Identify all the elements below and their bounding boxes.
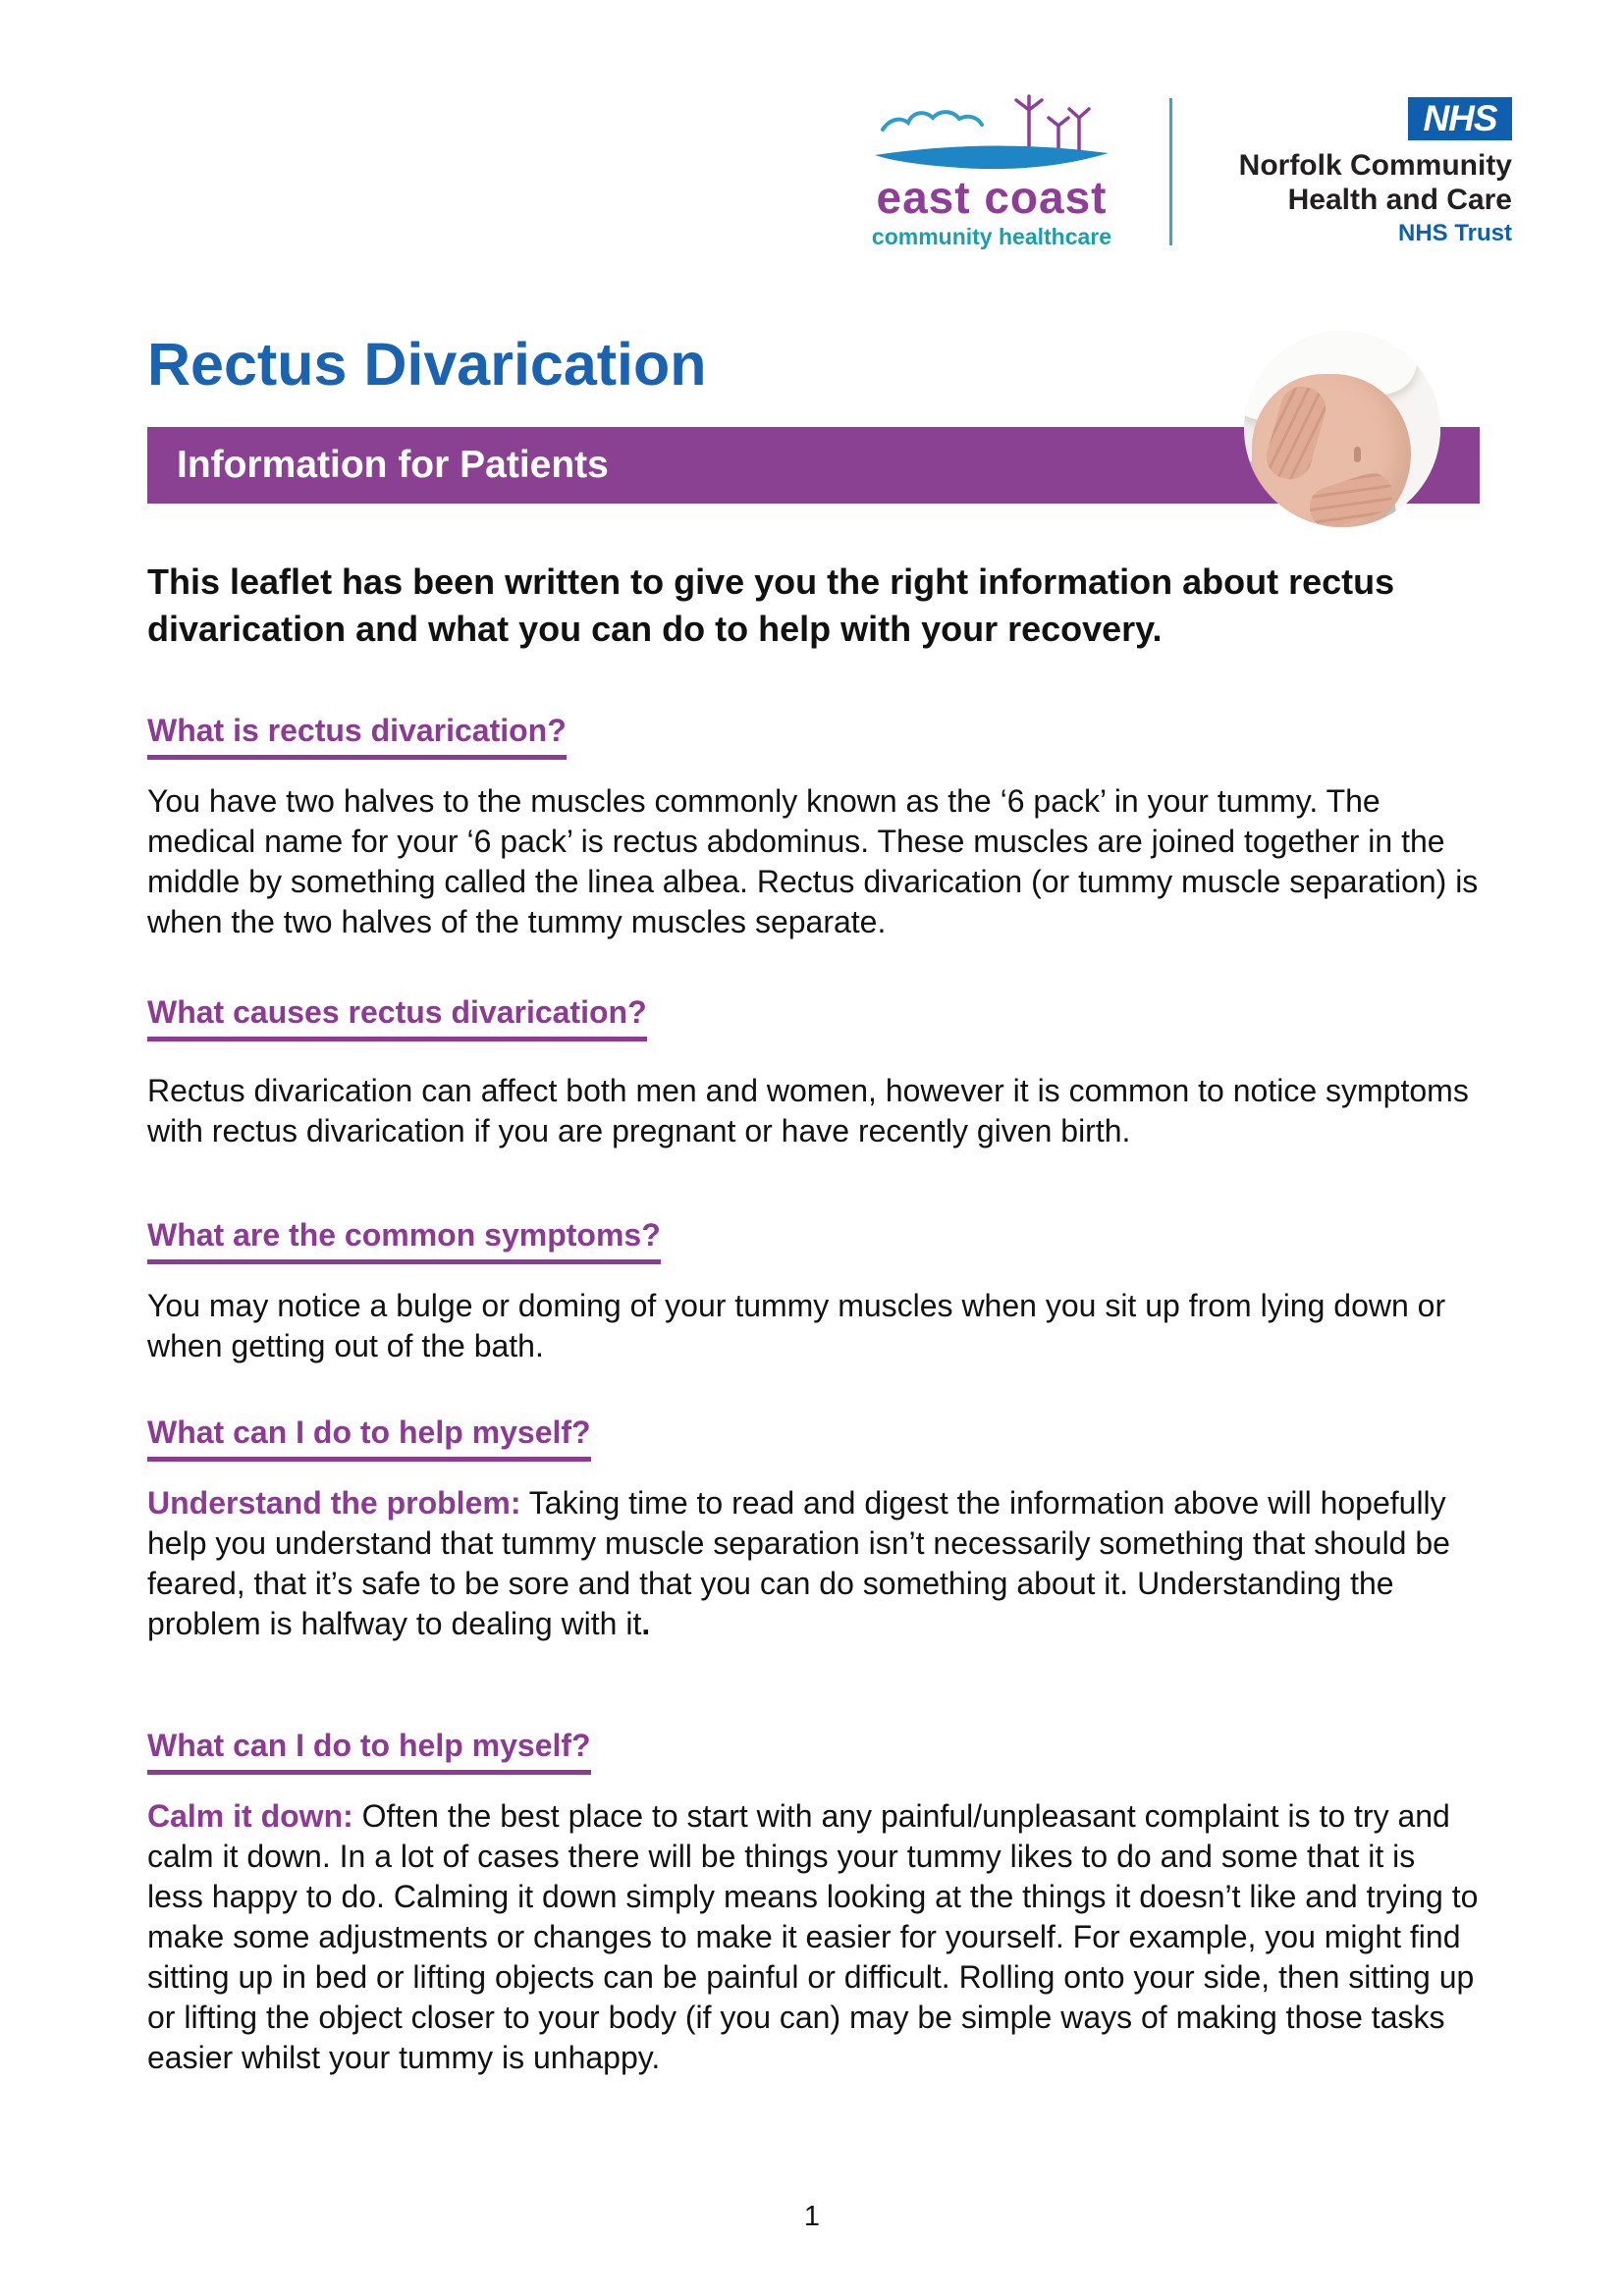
page-title: Rectus Divarication [147,331,707,398]
section-help-myself-calm [147,1727,1480,2078]
info-banner [147,427,1480,504]
section-heading: What is rectus divarication? [147,712,1480,760]
nhs-org-line2: Health and Care [1287,183,1512,216]
east-coast-wordmark: east coast [876,171,1108,223]
wind-turbine-icon [1016,96,1089,153]
section-heading: What are the common symptoms? [147,1216,1480,1264]
section-body: Rectus divarication can affect both men and women, however it is common to notice symptoms with rectus divarication if you are pregnant or have recently given birth. [147,1073,1469,1148]
section-body-text: Often the best place to start with any painful/unpleasant complaint is to try and calm it down. In a lot of cases there will be things your tummy likes to do and some that it is less happy to do. Calming it down simply means looking at the things it doesn’t like and trying to make some adjustments or changes to make it easier for yourself. For example, you might find sitting up in bed or lifting objects can be painful or difficult. Rolling onto your side, then sitting up or lifting the object closer to your body (if you can) may be simple ways of making those tasks easier whilst your tummy is unhappy. [147,1798,1479,2075]
nhs-logo-block [1218,97,1512,247]
pregnant-belly-photo [1244,331,1440,527]
section-body [147,1796,1480,2078]
east-coast-logo [859,94,1124,250]
section-body: You have two halves to the muscles commonly known as the ‘6 pack’ in your tummy. The medical name for your ‘6 pack’ is rectus abdominus. These muscles are joined together in the middle by something called the linea albea. Rectus divarication (or tummy muscle separation) is when the two halves of the tummy muscles separate. [147,783,1479,939]
section-what-causes [147,993,1480,1151]
lead-in: Understand the problem: [147,1485,521,1521]
header-logos [0,83,1512,260]
lead-in: Calm it down: [147,1798,353,1834]
section-what-is-rectus-divarication [147,712,1480,942]
intro-text: This leaflet has been written to give you the right information about rectus divarication and what you can do to help with your recovery. [147,561,1395,649]
logo-divider [1169,98,1172,245]
nhs-trust-label: NHS Trust [1397,219,1512,246]
section-body: You may notice a bulge or doming of your tummy muscles when you sit up from lying down or when getting out of the bath. [147,1288,1446,1363]
section-heading: What causes rectus divarication? [147,993,1480,1041]
wave-icon [875,145,1109,169]
section-body [147,1483,1480,1644]
nhs-org-line1: Norfolk Community [1238,148,1512,182]
section-heading: What can I do to help myself? [147,1727,1480,1775]
section-body-text: Taking time to read and digest the information above will hopefully help you understand that tummy muscle separation isn’t necessarily something that should be feared, that it’s safe to be sore and that you can do something about it. Understanding the problem is halfway to dealing with it [147,1485,1450,1641]
section-help-myself-understand [147,1414,1480,1644]
section-common-symptoms [147,1216,1480,1366]
page-number: 1 [803,2201,821,2232]
east-coast-tagline: community healthcare [871,223,1112,249]
banner-label: Information for Patients [177,444,609,486]
photo-navel [1354,447,1361,462]
section-heading: What can I do to help myself? [147,1414,1480,1462]
cloud-icon [883,112,982,130]
bold-period: . [641,1606,651,1641]
nhs-org-name [1218,148,1512,217]
nhs-logo: NHS [1408,97,1512,140]
east-coast-logo-art [869,94,1114,177]
